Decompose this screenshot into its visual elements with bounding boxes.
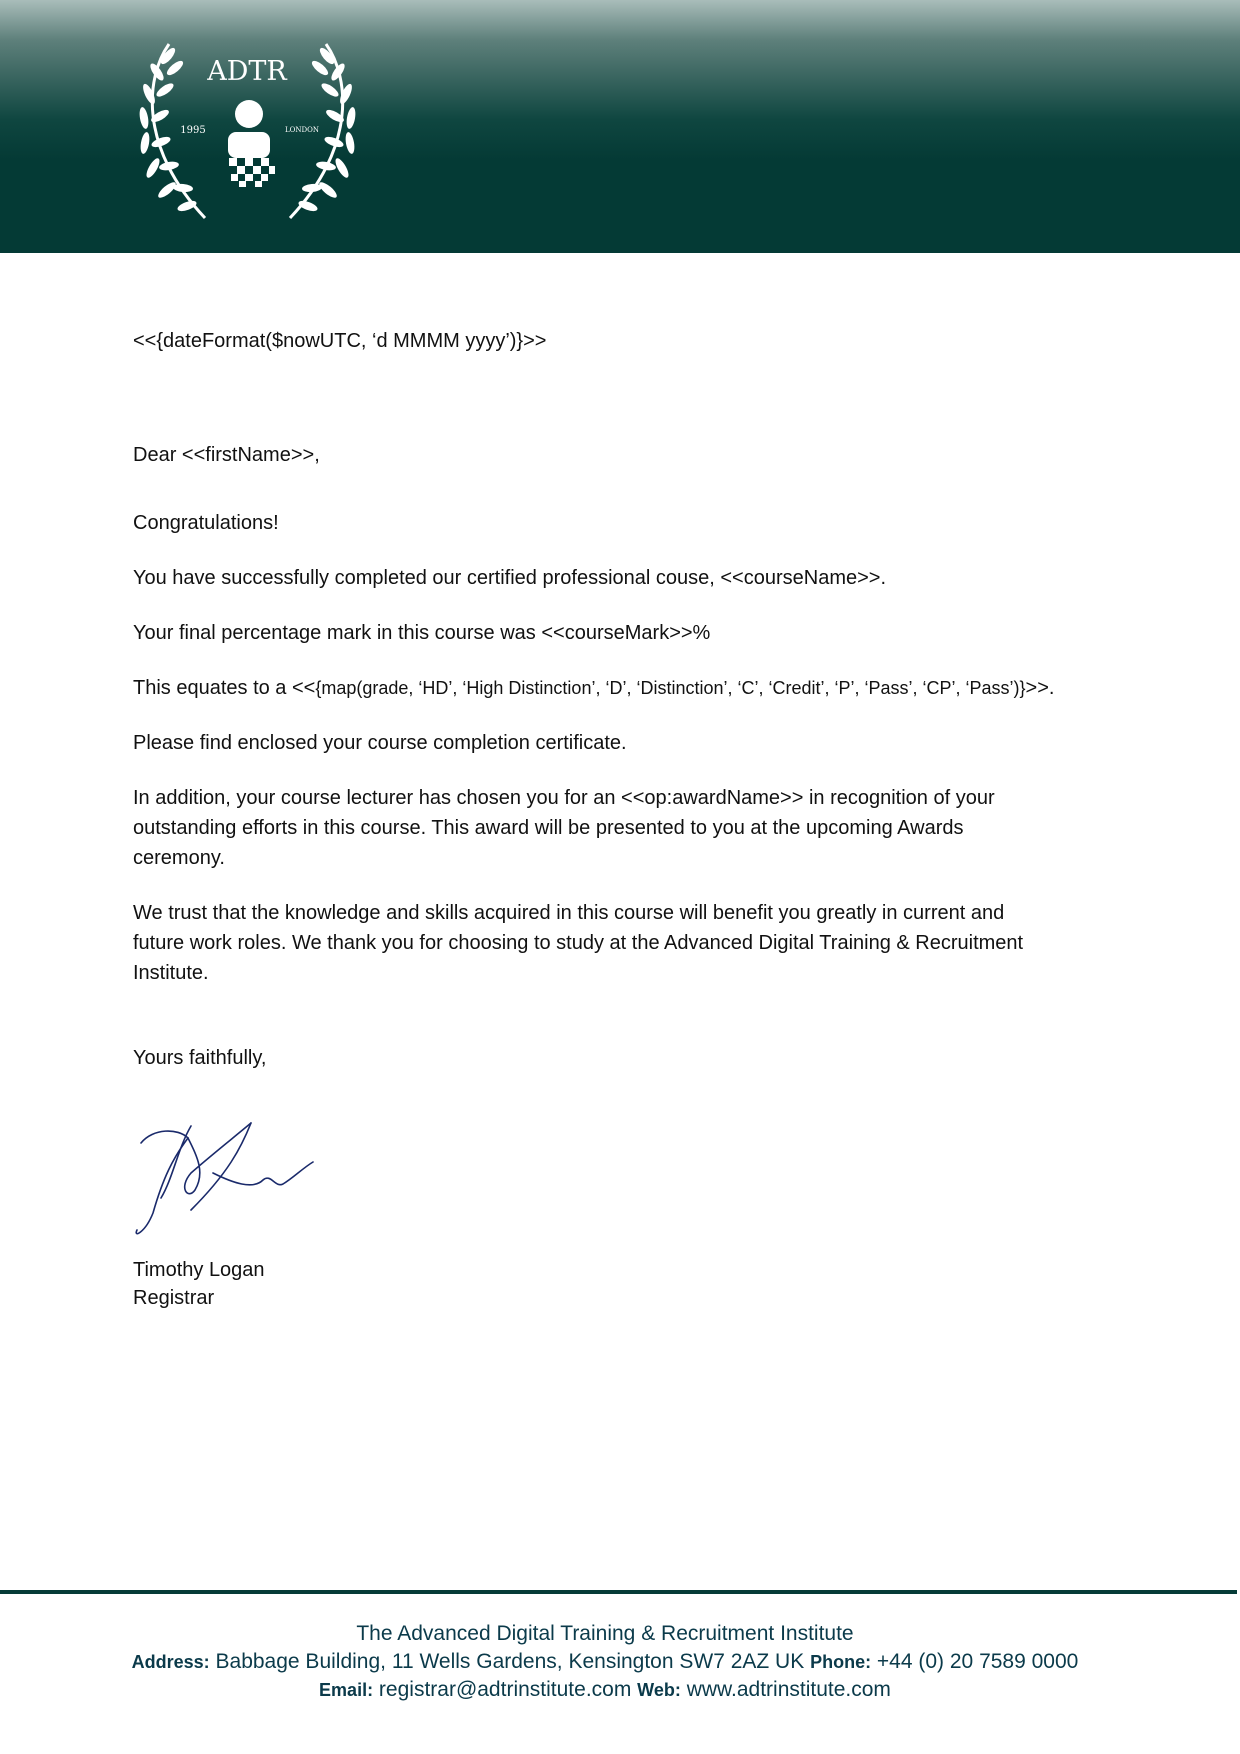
trust-paragraph-line-3: Institute. (133, 962, 209, 984)
footer-org-name: The Advanced Digital Training & Recruitment Institute (356, 1622, 854, 1645)
logo-city: LONDON (285, 126, 319, 134)
logo-name: ADTR (207, 56, 287, 87)
handwritten-signature-icon (133, 1118, 323, 1240)
grade-prefix: This equates to a << (133, 677, 316, 699)
award-paragraph-line-2: outstanding efforts in this course. This award will be presented to you at the upcoming Awards (133, 817, 964, 839)
grade-expression: {map(grade, ‘HD’, ‘High Distinction’, ‘D’, ‘Distinction’, ‘C’, ‘Credit’, ‘P’, ‘Pass’, ‘CP’, ‘Pass’)} (315, 678, 1026, 698)
web-label: Web: (637, 1680, 681, 1700)
footer-contact (0, 1620, 1210, 1704)
certificate-line: Please find enclosed your course completion certificate. (133, 732, 627, 754)
footer-address-line (0, 1648, 1210, 1676)
signer-name: Timothy Logan (133, 1259, 265, 1281)
award-paragraph-line-3: ceremony. (133, 847, 225, 869)
email-link[interactable]: registrar@adtrinstitute.com (378, 1678, 632, 1701)
completion-line: You have successfully completed our certified professional couse, <<courseName>>. (133, 567, 887, 589)
web-link[interactable]: www.adtrinstitute.com (686, 1678, 891, 1701)
grade-line (133, 673, 1103, 703)
person-icon (228, 100, 275, 187)
salutation: Dear <<firstName>>, (133, 444, 320, 466)
letterhead-banner (0, 0, 1240, 253)
letter-date: <<{dateFormat($nowUTC, ‘d MMMM yyyy’)}>> (133, 330, 547, 352)
course-mark-line: Your final percentage mark in this course was <<courseMark>>% (133, 622, 711, 644)
address-label: Address: (131, 1652, 210, 1672)
logo-year: 1995 (180, 125, 206, 136)
trust-paragraph-line-1: We trust that the knowledge and skills acquired in this course will benefit you greatly in current and (133, 902, 1005, 924)
footer-divider (0, 1590, 1237, 1594)
adtr-logo (135, 38, 360, 223)
signer-title: Registrar (133, 1287, 215, 1309)
phone-value: +44 (0) 20 7589 0000 (876, 1650, 1079, 1673)
congratulations-line: Congratulations! (133, 512, 279, 534)
grade-suffix: >>. (1025, 677, 1055, 699)
phone-label: Phone: (810, 1652, 872, 1672)
footer-email-line (0, 1676, 1210, 1704)
email-label: Email: (319, 1680, 374, 1700)
address-value: Babbage Building, 11 Wells Gardens, Kensington SW7 2AZ UK (215, 1650, 805, 1673)
award-paragraph-line-1: In addition, your course lecturer has chosen you for an <<op:awardName>> in recognition of your (133, 787, 995, 809)
trust-paragraph-line-2: future work roles. We thank you for choosing to study at the Advanced Digital Training & Recruitment (133, 932, 1024, 954)
closing: Yours faithfully, (133, 1047, 267, 1069)
